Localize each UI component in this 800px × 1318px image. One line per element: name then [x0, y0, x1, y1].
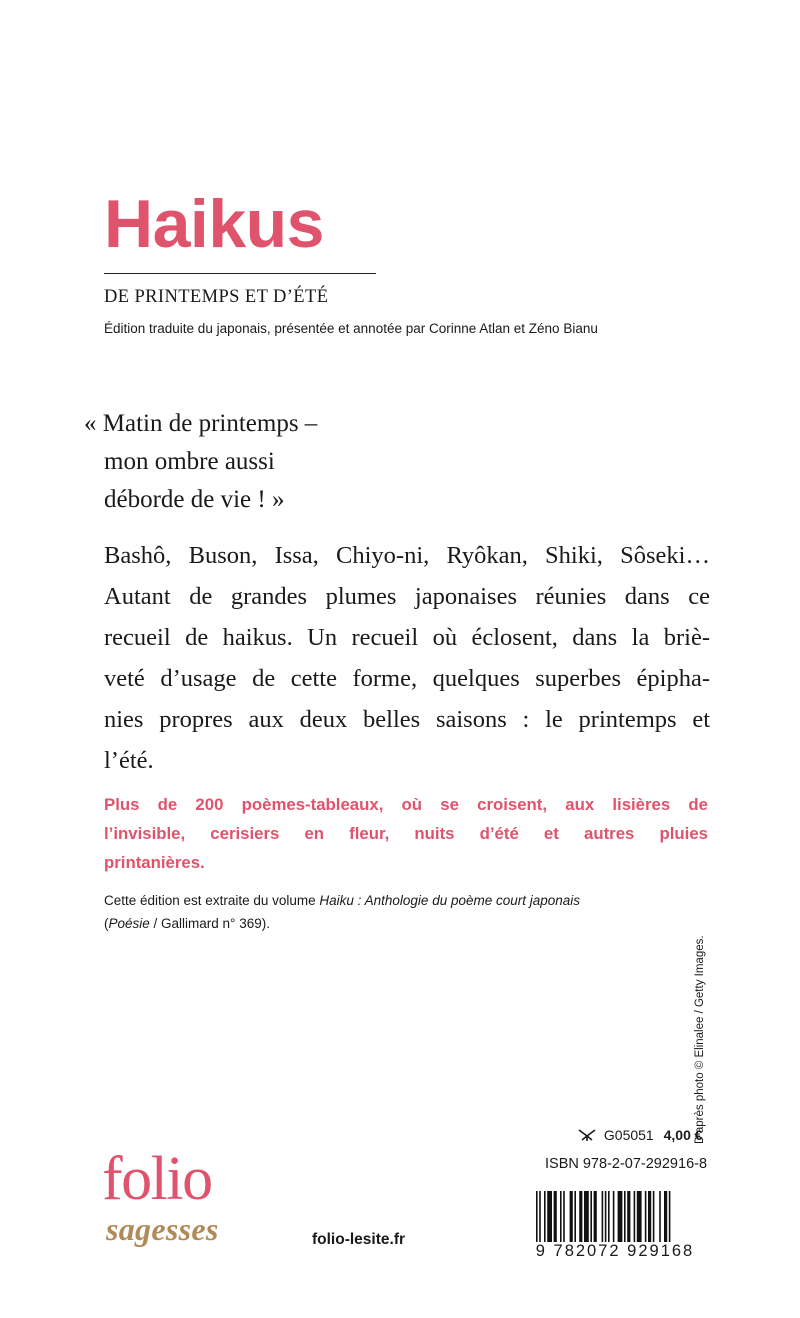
quote-line: mon ombre aussi: [104, 448, 275, 475]
barcode-bar: [627, 1191, 630, 1245]
barcode-bar: [560, 1191, 562, 1245]
quote-line: « Matin de printemps –: [84, 410, 318, 437]
barcode-bar: [653, 1191, 655, 1245]
highlight-line: l’invisible, cerisiers en fleur, nuits d’été et autres pluies: [104, 824, 708, 843]
note-text: (: [104, 916, 109, 931]
product-code: G05051: [603, 1127, 654, 1143]
barcode-bar: [544, 1191, 546, 1245]
epigraph-quote: [84, 405, 317, 519]
barcode-bar: [634, 1191, 636, 1245]
note-text: Cette édition est extraite du volume: [104, 893, 320, 908]
isbn-number: ISBN 978-2-07-292916-8: [545, 1156, 708, 1172]
barcode-bar: [584, 1191, 589, 1245]
title-rule: [104, 273, 376, 274]
source-title: Haiku : Anthologie du poème court japonais: [319, 893, 581, 908]
barcode-bar: [547, 1191, 552, 1245]
barcode-bar: [659, 1191, 661, 1245]
quote-line: déborde de vie ! »: [104, 486, 285, 513]
barcode-bar: [613, 1191, 615, 1245]
note-line: [104, 889, 580, 912]
barcode-bar: [563, 1191, 565, 1245]
barcode-bar: [594, 1191, 597, 1245]
blurb-line: l’été.: [104, 747, 154, 774]
product-code-row: [578, 1127, 703, 1143]
barcode-bar: [645, 1191, 647, 1245]
barcode-bar: [637, 1191, 642, 1245]
blurb-line: recueil de haikus. Un recueil où éclosent, dans la briè-: [104, 624, 710, 651]
blurb-paragraph: [104, 535, 710, 781]
website-url: folio-lesite.fr: [312, 1231, 406, 1248]
blurb-line: veté d’usage de cette forme, quelques superbes épipha-: [104, 665, 710, 692]
barcode-bar: [570, 1191, 573, 1245]
blurb-line: Bashô, Buson, Issa, Chiyo-ni, Ryôkan, Shiki, Sôseki…: [104, 542, 710, 569]
barcode-digits: 9 782072 929168: [520, 1242, 710, 1261]
photo-credit: D’après photo © Elinalee / Getty Images.: [694, 935, 706, 1144]
barcode-bar: [618, 1191, 623, 1245]
highlight-paragraph: [104, 790, 708, 877]
barcode-bar: [574, 1191, 576, 1245]
price-tag: 4,00 €: [663, 1127, 703, 1143]
barcode-bar: [624, 1191, 626, 1245]
blurb-line: Autant de grandes plumes japonaises réunies dans ce: [104, 583, 710, 610]
highlight-line: printanières.: [104, 853, 205, 872]
highlight-line: Plus de 200 poèmes-tableaux, où se croisent, aux lisières de: [104, 795, 708, 814]
book-title: Haikus: [104, 186, 324, 262]
sagesses-logo: sagesses: [106, 1211, 219, 1247]
barcode-bar: [648, 1191, 651, 1245]
barcode-bar: [554, 1191, 557, 1245]
barcode-bar: [664, 1191, 667, 1245]
translation-credits: Édition traduite du japonais, présentée et annotée par Corinne Atlan et Zéno Bianu: [104, 321, 598, 336]
folio-logo: folio: [102, 1145, 212, 1213]
note-line: [104, 912, 580, 935]
barcode-bar: [579, 1191, 582, 1245]
note-text: / Gallimard n° 369).: [149, 916, 270, 931]
price-category-icon: [578, 1128, 596, 1142]
book-subtitle: DE PRINTEMPS ET D’ÉTÉ: [104, 287, 329, 307]
barcode-bar: [602, 1191, 604, 1245]
edition-note: [104, 889, 580, 935]
blurb-line: nies propres aux deux belles saisons : le printemps et: [104, 706, 710, 733]
collection-name: Poésie: [108, 916, 150, 931]
barcode-bar: [590, 1191, 592, 1245]
